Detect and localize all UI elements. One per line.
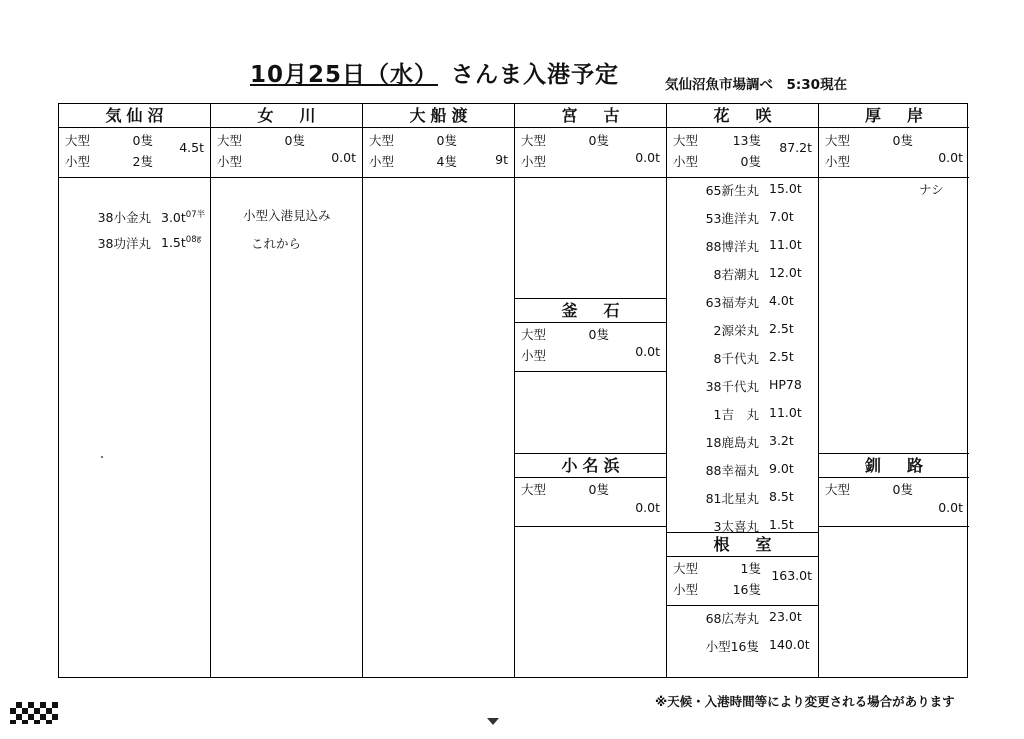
label-small: 小型 bbox=[217, 154, 243, 169]
port-note: ナシ bbox=[919, 182, 944, 197]
port-header-onagawa: 女 川 bbox=[211, 104, 362, 128]
summary-miyako bbox=[515, 127, 666, 178]
hanasaki-large-total: 87.2t bbox=[779, 140, 812, 155]
boat-weight: $3.0t^{07半}$ bbox=[161, 210, 206, 226]
port-header-hanasaki: 花 咲 bbox=[667, 104, 818, 128]
port-header-nemuro: 根 室 bbox=[667, 532, 818, 557]
port-header-kamaishi: 釜 石 bbox=[515, 298, 666, 323]
kushiro-large-count: 0隻 bbox=[892, 482, 913, 497]
table-row bbox=[673, 209, 812, 231]
label-small: 小型 bbox=[521, 154, 547, 169]
boat-name: 88幸福丸 bbox=[705, 463, 759, 478]
summary-kamaishi bbox=[515, 321, 666, 372]
nemuro-small-count: 16隻 bbox=[732, 582, 761, 597]
ofunato-small-count: 4隻 bbox=[436, 154, 457, 169]
boat-name: 63福寿丸 bbox=[705, 295, 759, 310]
port-header-kushiro: 釧 路 bbox=[819, 453, 969, 478]
boat-name: 68広寿丸 bbox=[705, 611, 759, 626]
boat-weight: 15.0t bbox=[769, 181, 802, 196]
table-row bbox=[673, 637, 812, 659]
summary-akkeshi bbox=[819, 127, 969, 178]
boat-name: 2源栄丸 bbox=[713, 323, 759, 338]
kamaishi-total: 0.0t bbox=[635, 344, 660, 359]
ofunato-large-count: 0隻 bbox=[436, 133, 457, 148]
kushiro-total: 0.0t bbox=[938, 500, 963, 515]
port-header-ofunato: 大船渡 bbox=[363, 104, 514, 128]
summary-kesennuma bbox=[59, 127, 210, 178]
column-onagawa bbox=[211, 104, 363, 677]
onagawa-large-count: 0隻 bbox=[284, 133, 305, 148]
table-row bbox=[673, 181, 812, 203]
table-row bbox=[673, 489, 812, 511]
port-header-akkeshi: 厚 岸 bbox=[819, 104, 969, 128]
boat-name: 38千代丸 bbox=[705, 379, 759, 394]
boat-weight: 7.0t bbox=[769, 209, 794, 224]
kesennuma-large-total: 4.5t bbox=[179, 140, 204, 155]
boat-name: 8千代丸 bbox=[713, 351, 759, 366]
page-title bbox=[250, 56, 619, 89]
column-ofunato bbox=[363, 104, 515, 677]
scanner-arrow-mark bbox=[487, 718, 499, 725]
label-small: 小型 bbox=[521, 348, 547, 363]
port-note: 小型入港見込み bbox=[243, 208, 331, 223]
boat-name: 81北星丸 bbox=[705, 491, 759, 506]
boat-weight: 2.5t bbox=[769, 321, 794, 336]
label-large: 大型 bbox=[217, 133, 243, 148]
hanasaki-large-count: 13隻 bbox=[732, 133, 761, 148]
summary-nemuro bbox=[667, 555, 818, 606]
column-hanasaki-nemuro bbox=[667, 104, 819, 677]
kesennuma-small-count: 2隻 bbox=[132, 154, 153, 169]
table-row bbox=[673, 609, 812, 631]
boat-name: 1吉 丸 bbox=[713, 407, 759, 422]
table-row bbox=[65, 234, 204, 256]
boat-weight: 11.0t bbox=[769, 237, 802, 252]
boat-weight: 23.0t bbox=[769, 609, 802, 624]
label-large: 大型 bbox=[65, 133, 91, 148]
table-row bbox=[673, 433, 812, 455]
port-header-onahama: 小名浜 bbox=[515, 453, 666, 478]
boat-name: 18鹿島丸 bbox=[705, 435, 759, 450]
boat-weight: HP78 bbox=[769, 377, 802, 392]
table-row bbox=[65, 208, 204, 230]
column-miyako-kamaishi-onahama bbox=[515, 104, 667, 677]
boat-weight: 2.5t bbox=[769, 349, 794, 364]
label-large: 大型 bbox=[521, 133, 547, 148]
label-small: 小型 bbox=[673, 154, 699, 169]
nemuro-large-total: 163.0t bbox=[771, 568, 812, 583]
table-row bbox=[673, 265, 812, 287]
port-header-miyako: 宮 古 bbox=[515, 104, 666, 128]
table-row bbox=[673, 293, 812, 315]
summary-kushiro bbox=[819, 476, 969, 527]
column-kesennuma bbox=[59, 104, 211, 677]
report-title: さんま入港予定 bbox=[451, 62, 620, 88]
table-row bbox=[673, 377, 812, 399]
boat-weight: 11.0t bbox=[769, 405, 802, 420]
boat-name: 38小金丸 bbox=[97, 210, 151, 225]
miyako-total: 0.0t bbox=[635, 150, 660, 165]
summary-onahama bbox=[515, 476, 666, 527]
boat-weight: 12.0t bbox=[769, 265, 802, 280]
akkeshi-large-count: 0隻 bbox=[892, 133, 913, 148]
label-large: 大型 bbox=[521, 327, 547, 342]
label-small: 小型 bbox=[65, 154, 91, 169]
boat-weight: 140.0t bbox=[769, 637, 810, 652]
table-row bbox=[673, 237, 812, 259]
miyako-large-count: 0隻 bbox=[588, 133, 609, 148]
ports-table bbox=[58, 103, 968, 678]
scanner-calibration-mark bbox=[10, 702, 58, 724]
boat-name: 65新生丸 bbox=[705, 183, 759, 198]
footnote: ※天候・入港時間等により変更される場合があります bbox=[655, 694, 955, 709]
label-large: 大型 bbox=[673, 561, 699, 576]
label-large: 大型 bbox=[521, 482, 547, 497]
boat-name: 8若潮丸 bbox=[713, 267, 759, 282]
label-large: 大型 bbox=[369, 133, 395, 148]
column-akkeshi-kushiro bbox=[819, 104, 969, 677]
boat-weight: 3.2t bbox=[769, 433, 794, 448]
table-row bbox=[673, 405, 812, 427]
label-small: 小型 bbox=[825, 154, 851, 169]
boat-name: 88博洋丸 bbox=[705, 239, 759, 254]
table-row bbox=[673, 461, 812, 483]
report-subtitle: 気仙沼魚市場調べ 5:30現在 bbox=[665, 77, 848, 93]
report-date: 10月25日（水） bbox=[250, 62, 439, 88]
label-large: 大型 bbox=[825, 482, 851, 497]
boat-weight: 1.5t bbox=[769, 517, 794, 532]
boat-name: 38功洋丸 bbox=[97, 236, 151, 251]
boat-weight: 8.5t bbox=[769, 489, 794, 504]
label-small: 小型 bbox=[673, 582, 699, 597]
summary-onagawa bbox=[211, 127, 362, 178]
onahama-total: 0.0t bbox=[635, 500, 660, 515]
onagawa-total: 0.0t bbox=[331, 150, 356, 165]
table-row bbox=[673, 349, 812, 371]
summary-hanasaki bbox=[667, 127, 818, 178]
label-small: 小型 bbox=[369, 154, 395, 169]
boat-name: 3太喜丸 bbox=[713, 519, 759, 534]
boat-weight: 4.0t bbox=[769, 293, 794, 308]
label-large: 大型 bbox=[825, 133, 851, 148]
boat-name: 53進洋丸 bbox=[705, 211, 759, 226]
summary-ofunato bbox=[363, 127, 514, 178]
kamaishi-large-count: 0隻 bbox=[588, 327, 609, 342]
boat-weight: $1.5t^{08ह}$ bbox=[161, 235, 202, 251]
onahama-large-count: 0隻 bbox=[588, 482, 609, 497]
nemuro-large-count: 1隻 bbox=[740, 561, 761, 576]
boat-weight: 9.0t bbox=[769, 461, 794, 476]
port-note: これから bbox=[251, 236, 302, 251]
stray-mark bbox=[101, 456, 103, 458]
boat-name: 小型16隻 bbox=[705, 639, 759, 654]
hanasaki-small-count: 0隻 bbox=[740, 154, 761, 169]
akkeshi-total: 0.0t bbox=[938, 150, 963, 165]
kesennuma-large-count: 0隻 bbox=[132, 133, 153, 148]
port-header-kesennuma: 気仙沼 bbox=[59, 104, 210, 128]
table-row bbox=[673, 321, 812, 343]
label-large: 大型 bbox=[673, 133, 699, 148]
ofunato-total: 9t bbox=[495, 152, 508, 167]
